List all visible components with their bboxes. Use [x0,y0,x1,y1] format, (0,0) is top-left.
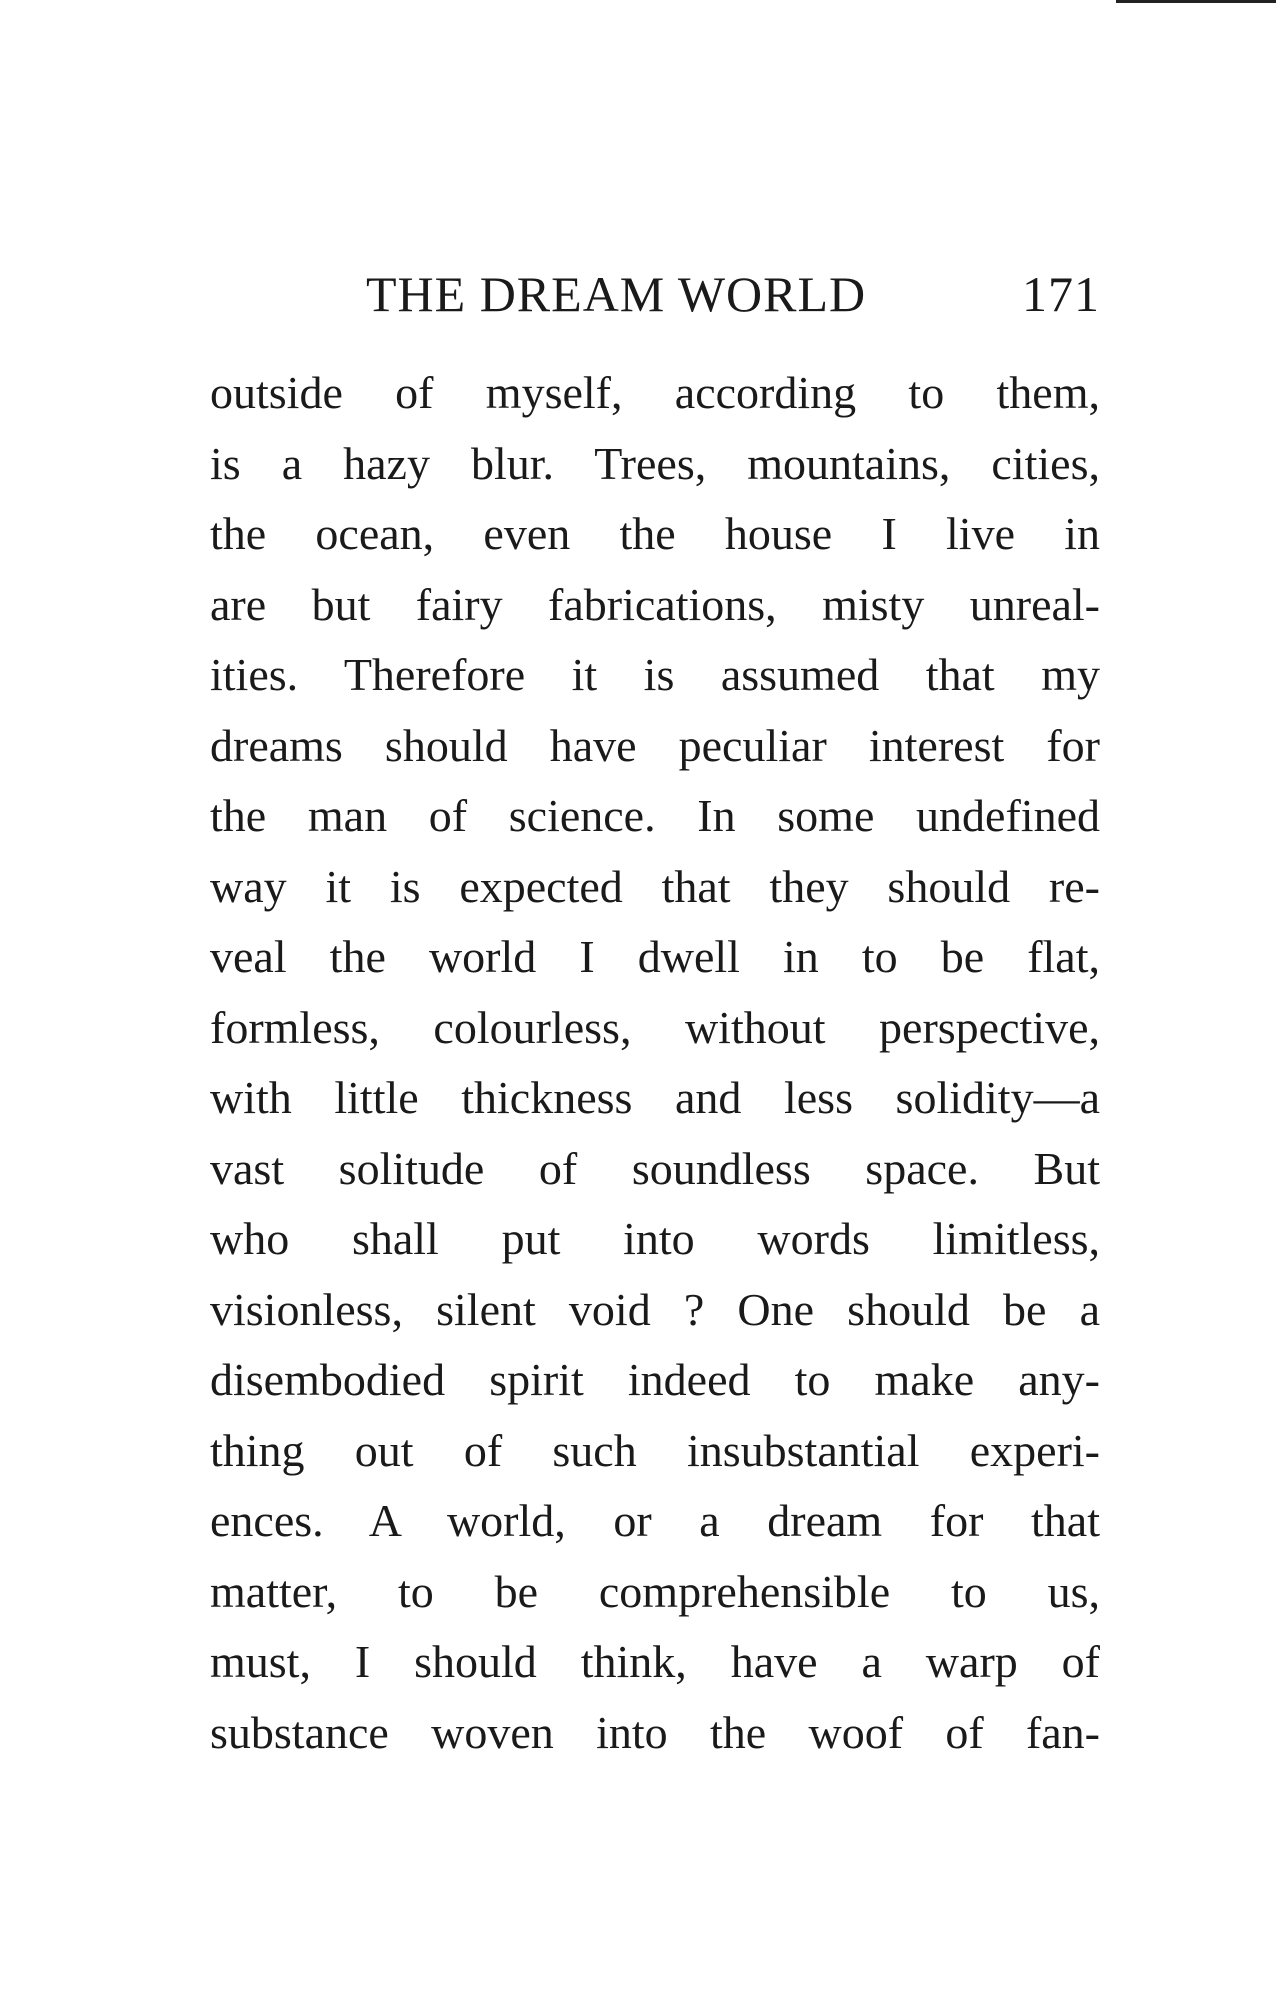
text-line: who shall put into words limitless, [210,1213,1100,1264]
text-line: ences. A world, or a dream for that [210,1495,1100,1546]
running-head [210,265,1100,325]
text-line: the ocean, even the house I live in [210,508,1100,559]
text-line: vast solitude of soundless space. But [210,1142,1100,1194]
body-text [210,358,1100,1768]
text-line: matter, to be comprehensible to us, [210,1565,1100,1617]
text-line: disembodied spirit indeed to make any- [210,1354,1100,1405]
text-line: dreams should have peculiar interest for [210,719,1100,771]
text-line: the man of science. In some undefined [210,790,1100,841]
text-line: with little thickness and less solidity—a [210,1072,1100,1123]
running-title: THE DREAM WORLD [366,266,867,322]
text-line: thing out of such insubstantial experi- [210,1424,1100,1476]
page-edge-rule [1116,0,1276,3]
text-line: way it is expected that they should re- [210,860,1100,912]
text-line: must, I should think, have a warp of [210,1636,1100,1687]
text-line: visionless, silent void ? One should be a [210,1283,1100,1335]
text-line: are but fairy fabrications, misty unreal- [210,578,1100,630]
page-number: 171 [1022,266,1100,322]
text-line: ities. Therefore it is assumed that my [210,649,1100,700]
text-line: veal the world I dwell in to be flat, [210,931,1100,982]
text-line: is a hazy blur. Trees, mountains, cities, [210,437,1100,489]
text-line: formless, colourless, without perspective, [210,1001,1100,1053]
text-line: outside of myself, according to them, [210,367,1100,418]
text-line: substance woven into the woof of fan- [210,1706,1100,1758]
